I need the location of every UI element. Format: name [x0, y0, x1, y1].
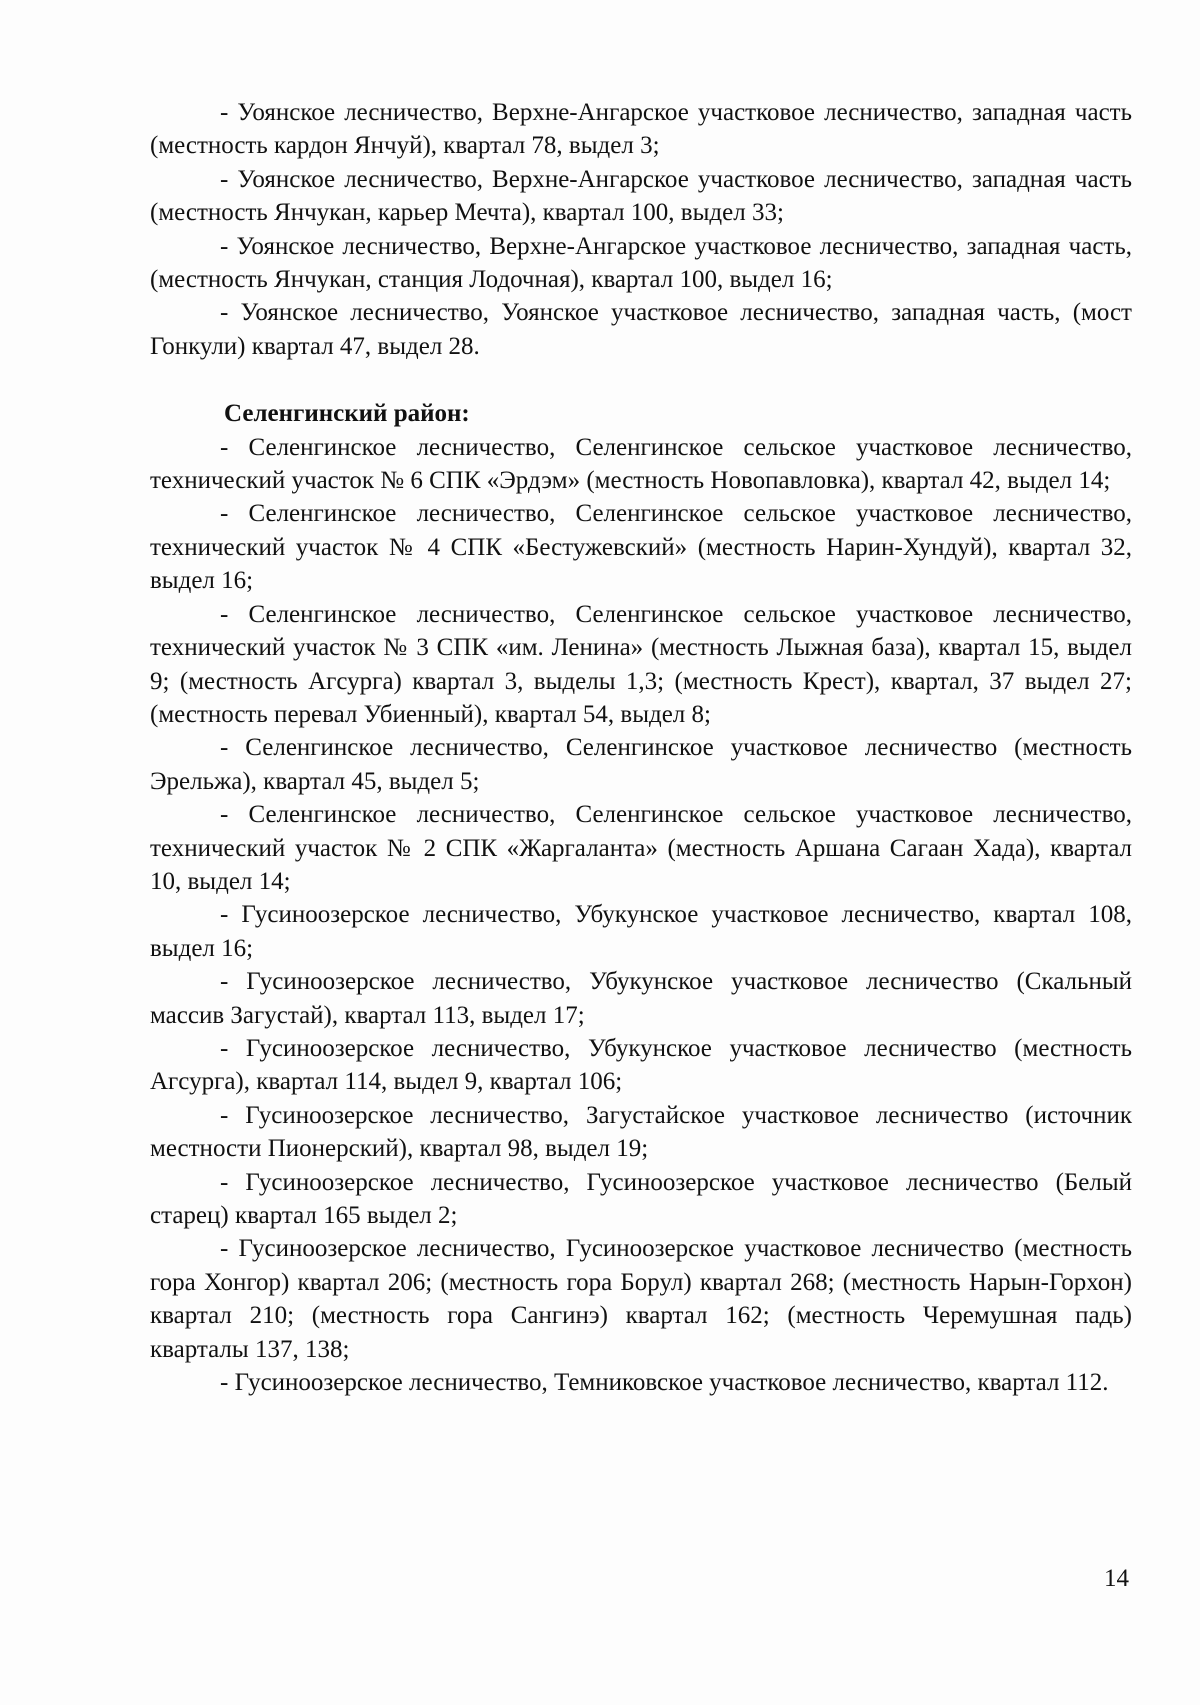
list-item: - Уоянское лесничество, Верхне-Ангарское участковое лесничество, западная часть (местность Янчукан, карьер Мечта), квартал 100, выдел 33;	[150, 165, 1132, 227]
forestry-list-uoyan	[150, 96, 1132, 363]
list-item: - Уоянское лесничество, Верхне-Ангарское участковое лесничество, западная часть, (местность Янчукан, станция Лодочная), квартал 100, выдел 16;	[150, 232, 1132, 294]
list-item: - Гусиноозерское лесничество, Убукунское участковое лесничество (местность Агсурга), квартал 114, выдел 9, квартал 106;	[150, 1034, 1132, 1096]
section-heading: Селенгинский район:	[224, 400, 470, 428]
list-item: - Селенгинское лесничество, Селенгинское участковое лесничество (местность Эрельжа), квартал 45, выдел 5;	[150, 734, 1132, 795]
list-item: - Селенгинское лесничество, Селенгинское сельское участковое лесничество, технический участок № 3 СПК «им. Ленина» (местность Лыжная база), квартал 15, выдел 9; (местность Агсурга) квартал 3, выделы 1,3; (местность Крест), квартал, 37 выдел 27; (местность перевал Убиенный), квартал 54, выдел 8;	[150, 600, 1132, 728]
list-item: - Селенгинское лесничество, Селенгинское сельское участковое лесничество, технический участок № 4 СПК «Бестужевский» (местность Нарин-Хундуй), квартал 32, выдел 16;	[150, 500, 1132, 595]
document-body	[150, 96, 1132, 1399]
list-item: - Уоянское лесничество, Уоянское участковое лесничество, западная часть, (мост Гонкули) квартал 47, выдел 28.	[150, 299, 1132, 360]
list-item: - Гусиноозерское лесничество, Темниковское участковое лесничество, квартал 112.	[220, 1369, 1109, 1397]
list-item: - Гусиноозерское лесничество, Убукунское участковое лесничество (Скальный массив Загустай), квартал 113, выдел 17;	[150, 968, 1132, 1029]
list-item: - Гусиноозерское лесничество, Гусиноозерское участковое лесничество (Белый старец) квартал 165 выдел 2;	[150, 1168, 1132, 1229]
list-item: - Селенгинское лесничество, Селенгинское сельское участковое лесничество, технический участок № 2 СПК «Жаргаланта» (местность Аршана Сагаан Хада), квартал 10, выдел 14;	[150, 801, 1132, 895]
list-item: - Гусиноозерское лесничество, Загустайское участковое лесничество (источник местности Пионерский), квартал 98, выдел 19;	[150, 1101, 1132, 1163]
forestry-list-selenga	[150, 431, 1132, 1400]
page-number: 14	[1104, 1565, 1129, 1592]
list-item: - Гусиноозерское лесничество, Гусиноозерское участковое лесничество (местность гора Хонгор) квартал 206; (местность гора Борул) квартал 268; (местность Нарын-Горхон) квартал 210; (местность гора Сангинэ) квартал 162; (местность Черемушная падь) кварталы 137, 138;	[150, 1235, 1132, 1363]
list-item: - Уоянское лесничество, Верхне-Ангарское участковое лесничество, западная часть (местность кардон Янчуй), квартал 78, выдел 3;	[150, 99, 1132, 160]
list-item: - Селенгинское лесничество, Селенгинское сельское участковое лесничество, технический участок № 6 СПК «Эрдэм» (местность Новопавловка), квартал 42, выдел 14;	[150, 433, 1132, 495]
list-item: - Гусиноозерское лесничество, Убукунское участковое лесничество, квартал 108, выдел 16;	[150, 901, 1132, 962]
